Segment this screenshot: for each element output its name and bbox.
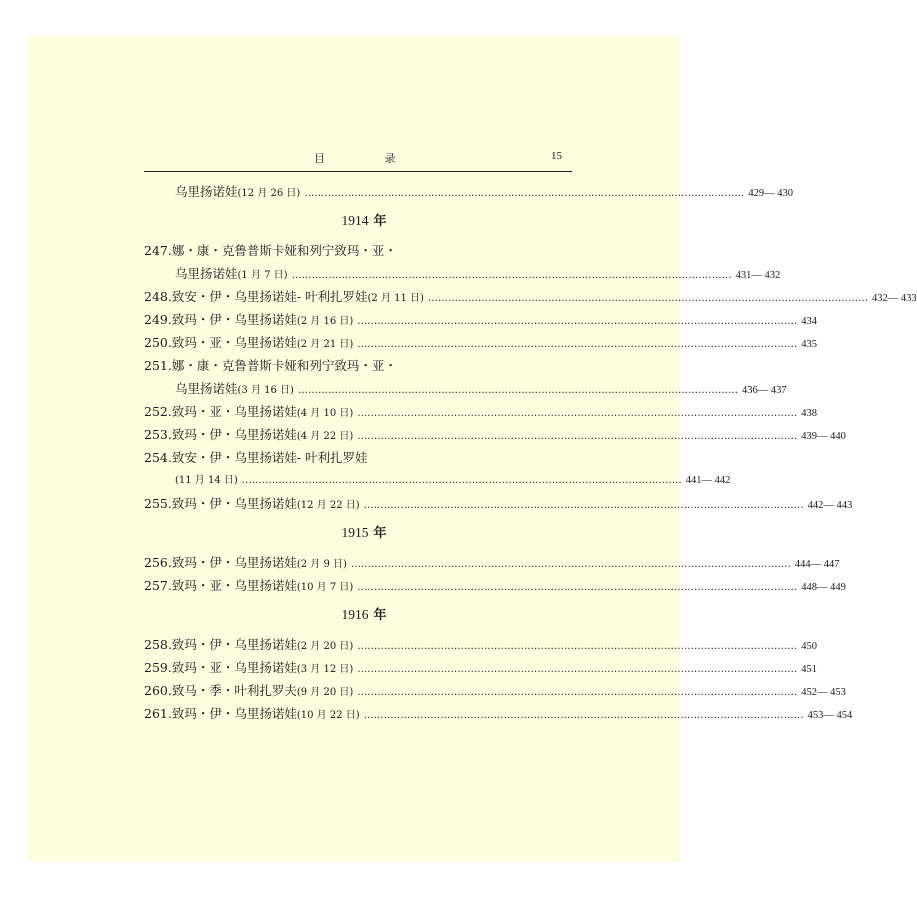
entry-title: 249.致玛・伊・乌里扬诺娃 [144, 312, 297, 327]
entry-date: (4 月 22 日) [296, 431, 354, 442]
entry-date: (2 月 21 日) [296, 339, 354, 350]
toc-entry [144, 656, 818, 679]
entry-title: 258.致玛・伊・乌里扬诺娃 [144, 637, 297, 652]
year-number: 1914 [341, 213, 369, 228]
toc-entry-line [144, 354, 576, 377]
toc-entry [144, 469, 731, 492]
entry-pages: 434 [801, 316, 818, 327]
entry-date: (4 月 10 日) [296, 408, 354, 419]
entry-date: (3 月 12 日) [296, 664, 354, 675]
entry-pages: 438 [801, 408, 818, 419]
dot-leader: …………………………………………………………………………………………………………………… [241, 475, 682, 486]
entry-date: (2 月 20 日) [296, 641, 354, 652]
entry-date: (12 月 22 日) [296, 500, 360, 511]
entry-title: 251.娜・康・克鲁普斯卡娅和列宁致玛・亚・ [144, 358, 397, 373]
page-header [144, 149, 572, 172]
dot-leader: …………………………………………………………………………………………………………………… [304, 188, 745, 199]
dot-leader: …………………………………………………………………………………………………………………… [363, 500, 804, 511]
page-number: 15 [551, 150, 562, 162]
year-heading [144, 515, 576, 551]
dot-leader: …………………………………………………………………………………………………………………… [427, 293, 868, 304]
entry-title: 261.致玛・伊・乌里扬诺娃 [144, 706, 297, 721]
entry-title: 乌里扬诺娃 [175, 266, 238, 281]
dot-leader: …………………………………………………………………………………………………………………… [357, 664, 798, 675]
entry-date: (3 月 16 日) [237, 385, 294, 396]
entry-pages: 442— 443 [807, 500, 853, 511]
toc-entry [144, 331, 818, 354]
toc-entry [144, 551, 840, 574]
toc-entry-line [144, 239, 576, 262]
entry-title: 252.致玛・亚・乌里扬诺娃 [144, 404, 297, 419]
dot-leader: …………………………………………………………………………………………………………………… [357, 408, 798, 419]
entry-pages: 435 [801, 339, 818, 350]
entry-title: 247.娜・康・克鲁普斯卡娅和列宁致玛・亚・ [144, 243, 397, 258]
year-number: 1916 [341, 607, 369, 622]
toc-entry [144, 308, 818, 331]
toc-entry [144, 492, 853, 515]
toc-entry [144, 377, 787, 400]
entry-title: 248.致安・伊・乌里扬诺娃- 叶利扎罗娃 [144, 289, 368, 304]
year-heading [144, 597, 576, 633]
entry-title: 乌里扬诺娃 [175, 381, 238, 396]
entry-title: 260.致马・季・叶利扎罗夫 [144, 683, 297, 698]
year-char: 年 [373, 214, 387, 229]
year-heading [144, 203, 576, 239]
entry-title: 250.致玛・亚・乌里扬诺娃 [144, 335, 297, 350]
toc-entry [144, 574, 846, 597]
dot-leader: …………………………………………………………………………………………………………………… [297, 385, 738, 396]
toc-entry [144, 423, 846, 446]
entry-date: (1 月 7 日) [237, 270, 288, 281]
entry-pages: 431— 432 [735, 270, 781, 281]
toc-entry [144, 262, 781, 285]
entry-date: (12 月 26 日) [237, 188, 301, 199]
entry-title: 256.致玛・伊・乌里扬诺娃 [144, 555, 297, 570]
entry-date: (10 月 7 日) [296, 582, 354, 593]
entry-pages: 441— 442 [685, 475, 731, 486]
entry-pages: 439— 440 [801, 431, 846, 442]
dot-leader: …………………………………………………………………………………………………………………… [357, 431, 798, 442]
dot-leader: …………………………………………………………………………………………………………………… [350, 559, 791, 570]
dot-leader: …………………………………………………………………………………………………………………… [357, 316, 798, 327]
dot-leader: …………………………………………………………………………………………………………………… [357, 339, 798, 350]
toc-entry [144, 180, 793, 203]
book-page [28, 36, 917, 862]
year-char: 年 [373, 526, 387, 541]
entry-date: (2 月 16 日) [296, 316, 354, 327]
entry-date: (2 月 11 日) [367, 293, 424, 304]
entry-title: 253.致玛・伊・乌里扬诺娃 [144, 427, 297, 442]
entry-title: 乌里扬诺娃 [175, 184, 238, 199]
dot-leader: …………………………………………………………………………………………………………………… [357, 687, 798, 698]
year-number: 1915 [341, 525, 369, 540]
toc-entry-line [144, 446, 576, 469]
toc-entry [144, 400, 818, 423]
entry-pages: 451 [801, 664, 818, 675]
entry-title: 259.致玛・亚・乌里扬诺娃 [144, 660, 297, 675]
entry-pages: 450 [801, 641, 818, 652]
toc-entry [144, 633, 818, 656]
dot-leader: …………………………………………………………………………………………………………………… [357, 641, 798, 652]
entry-pages: 452— 453 [801, 687, 846, 698]
entry-title: 254.致安・伊・乌里扬诺娃- 叶利扎罗娃 [144, 450, 368, 465]
entry-date: (11 月 14 日) [175, 475, 238, 486]
toc-entry [144, 285, 917, 308]
entry-date: (10 月 22 日) [296, 710, 360, 721]
entry-pages: 436— 437 [741, 385, 787, 396]
entry-date: (2 月 9 日) [296, 559, 347, 570]
entry-pages: 453— 454 [807, 710, 853, 721]
entry-title: 257.致玛・亚・乌里扬诺娃 [144, 578, 297, 593]
dot-leader: …………………………………………………………………………………………………………………… [291, 270, 732, 281]
entry-title: 255.致玛・伊・乌里扬诺娃 [144, 496, 297, 511]
entry-pages: 448— 449 [801, 582, 846, 593]
year-char: 年 [373, 608, 387, 623]
toc-entry [144, 702, 853, 725]
dot-leader: …………………………………………………………………………………………………………………… [357, 582, 798, 593]
entry-date: (9 月 20 日) [296, 687, 354, 698]
toc-entry [144, 679, 846, 702]
entry-pages: 429— 430 [748, 188, 793, 199]
table-of-contents [144, 180, 917, 725]
dot-leader: …………………………………………………………………………………………………………………… [363, 710, 804, 721]
entry-pages: 432— 433 [871, 293, 917, 304]
entry-pages: 444— 447 [794, 559, 840, 570]
header-title: 目 录 [314, 152, 424, 165]
